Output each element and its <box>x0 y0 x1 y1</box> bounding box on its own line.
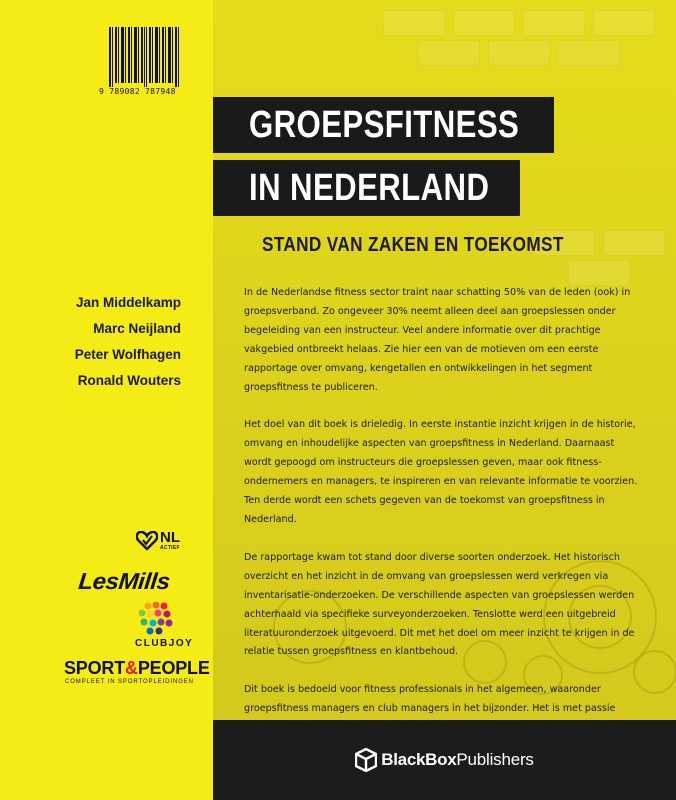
back-cover-blurb <box>244 284 640 757</box>
lesmills-logo: LesMills <box>77 568 172 594</box>
sport-people-word2: PEOPLE <box>137 658 210 678</box>
blurb-paragraph: De rapportage kwam tot stand door diverse soorten onderzoek. Het historisch overzicht en het inzicht in de omvang van groepslessen werd verkregen via inventarisatie-onderzoeken. De verschillende aspecten van groepslessen werden achterhaald via specifieke surveyonderzoeken. Tenslotte werd een uitgebreid literatuuronderzoek uitgevoerd. Dit met het doel om meer inzicht te krijgen in de relatie tussen groepsfitness en klantbehoud. <box>244 551 635 658</box>
nl-actief-logo <box>136 531 180 551</box>
barcode <box>109 27 181 87</box>
sport-people-tagline: COMPLEET IN SPORTOPLEIDINGEN <box>65 679 194 685</box>
nl-actief-sub: ACTIEF <box>160 545 180 551</box>
publisher-name-light: Publishers <box>456 750 534 769</box>
title-box-line1 <box>213 97 554 153</box>
blackbox-cube-icon <box>355 748 377 772</box>
publisher-footer <box>213 720 676 800</box>
heart-icon <box>136 531 158 551</box>
title-box-line2 <box>213 160 520 216</box>
blurb-paragraph: Dit boek is bedoeld voor fitness professionals in het algemeen, waaronder groepsfitness managers en club managers in het bijzonder. Het is met passie <box>244 684 616 715</box>
book-title-line2: IN NEDERLAND <box>249 167 490 209</box>
blurb-paragraph: Het doel van dit boek is drieledig. In eerste instantie inzicht krijgen in de historie, omvang en inhoudelijke aspecten van groepsfitness in Nederland. Daarnaast wordt gepoogd om instructeurs die groepslessen geven, maar ook fitness-ondernemers en managers, te inspireren en van relevante informatie te voorzien. Ten derde wordt een schets gegeven van de toekomst van groepsfitness in Nederland. <box>244 419 638 525</box>
nl-actief-main: NL <box>160 529 180 546</box>
sport-people-word1: SPORT <box>64 658 126 678</box>
book-title-line1: GROEPSFITNESS <box>249 104 520 146</box>
clubjoy-dots-icon <box>136 602 176 636</box>
author-name: Ronald Wouters <box>77 373 181 388</box>
publisher-logo <box>355 748 533 772</box>
blurb-paragraph: In de Nederlandse fitness sector traint naar schatting 50% van de leden (ook) in groepsverband. Zo ongeveer 30% neemt alleen deel aan groepslessen onder begeleiding van een instructeur. Veel andere informatie over dit prachtige vakgebied ontbreekt helaas. Zie hier een van de motieven om een eerste rapportage over omvang, kengetallen en ontwikkelingen in het segment groepsfitness te publiceren. <box>244 287 631 393</box>
sport-people-amp: & <box>125 658 138 678</box>
clubjoy-logo: CLUBJOY <box>135 638 194 649</box>
publisher-name-bold: BlackBox <box>381 750 457 769</box>
book-subtitle: STAND VAN ZAKEN EN TOEKOMST <box>262 234 564 256</box>
author-name: Jan Middelkamp <box>75 295 181 310</box>
author-name: Marc Neijland <box>93 321 181 336</box>
author-name: Peter Wolfhagen <box>74 347 181 362</box>
author-list <box>75 290 181 394</box>
barcode-number: 9 789082 787948 <box>99 87 176 96</box>
sport-people-logo <box>64 658 210 679</box>
